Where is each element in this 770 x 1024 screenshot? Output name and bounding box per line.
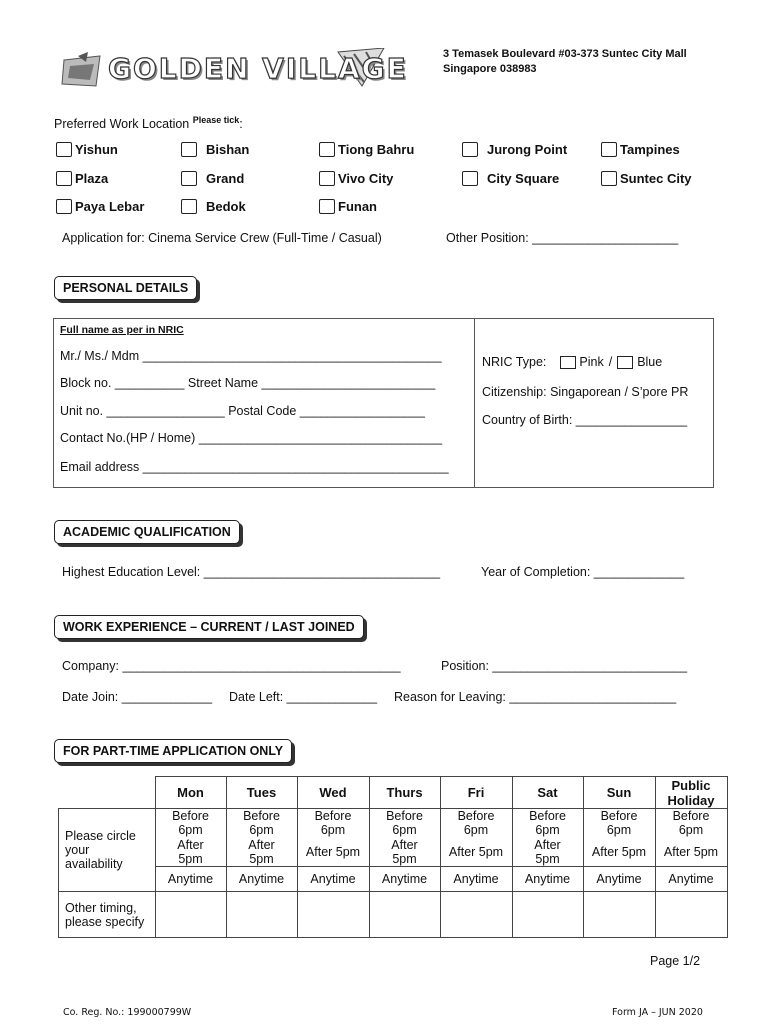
location-option-tampines[interactable] (601, 142, 680, 157)
nric-pink-checkbox[interactable] (560, 356, 576, 369)
after-5pm-option[interactable]: After 5pm (226, 838, 297, 867)
location-checkbox[interactable] (181, 199, 197, 214)
other-timing-cell[interactable] (297, 892, 369, 938)
location-checkbox[interactable] (462, 171, 478, 186)
location-option-city-square[interactable] (462, 171, 559, 186)
address-line-1: 3 Temasek Boulevard #03-373 Suntec City Mall (443, 48, 687, 60)
nric-type-label: NRIC Type: (482, 355, 547, 369)
fullname-label: Full name as per in NRIC (60, 324, 184, 336)
location-checkbox[interactable] (319, 142, 335, 157)
citizenship-field[interactable]: Citizenship: Singaporean / S’pore PR (482, 385, 689, 399)
application-for: Application for: Cinema Service Crew (Full-Time / Casual) (62, 231, 382, 245)
after-5pm-option[interactable]: After 5pm (655, 838, 727, 867)
nric-separator: / (608, 355, 613, 369)
anytime-option[interactable]: Anytime (440, 867, 512, 892)
location-option-label: Bedok (206, 199, 246, 214)
form-version: Form JA – JUN 2020 (612, 1007, 703, 1018)
location-option-label: Tiong Bahru (338, 142, 415, 157)
nric-blue-label: Blue (637, 355, 663, 369)
location-option-label: Yishun (75, 142, 118, 157)
email-field[interactable]: Email address ____________________________________________ (60, 460, 449, 474)
before-6pm-option[interactable]: Before 6pm (155, 809, 226, 838)
circle-availability-label: Please circle your availability (59, 809, 156, 892)
before-6pm-option[interactable]: Before 6pm (369, 809, 440, 838)
day-header: Sun (583, 777, 655, 809)
other-timing-cell[interactable] (512, 892, 583, 938)
anytime-option[interactable]: Anytime (512, 867, 583, 892)
before-6pm-option[interactable]: Before 6pm (226, 809, 297, 838)
after-5pm-option[interactable]: After 5pm (369, 838, 440, 867)
day-header: Public Holiday (655, 777, 727, 809)
location-option-label: Plaza (75, 171, 109, 186)
before-6pm-option[interactable]: Before 6pm (655, 809, 727, 838)
page-number: Page 1/2 (650, 954, 701, 968)
location-option-yishun[interactable] (56, 142, 118, 157)
after-5pm-option[interactable]: After 5pm (440, 838, 512, 867)
location-option-label: Grand (206, 171, 245, 186)
after-5pm-option[interactable]: After 5pm (583, 838, 655, 867)
nric-blue-checkbox[interactable] (617, 356, 633, 369)
anytime-option[interactable]: Anytime (369, 867, 440, 892)
location-option-paya-lebar[interactable] (56, 199, 144, 214)
location-option-label: Tampines (620, 142, 680, 157)
unit-postal-field[interactable]: Unit no. _________________ Postal Code __________________ (60, 404, 425, 418)
other-timing-cell[interactable] (655, 892, 727, 938)
other-timing-cell[interactable] (369, 892, 440, 938)
location-checkbox[interactable] (181, 171, 197, 186)
contact-field[interactable]: Contact No.(HP / Home) ___________________________________ (60, 431, 443, 445)
location-option-label: Jurong Point (487, 142, 568, 157)
other-timing-label: Other timing, please specify (59, 892, 156, 938)
location-option-label: Paya Lebar (75, 199, 145, 214)
location-checkbox[interactable] (181, 142, 197, 157)
day-header: Sat (512, 777, 583, 809)
anytime-option[interactable]: Anytime (655, 867, 727, 892)
after-5pm-option[interactable]: After 5pm (512, 838, 583, 867)
reason-leaving-field[interactable]: Reason for Leaving: ________________________ (394, 690, 677, 704)
nric-type-row (482, 355, 662, 369)
education-level-field[interactable]: Highest Education Level: __________________________________ (62, 565, 441, 579)
location-checkbox[interactable] (56, 171, 72, 186)
location-option-label: City Square (487, 171, 560, 186)
day-header: Thurs (369, 777, 440, 809)
location-heading (54, 115, 243, 131)
before-6pm-option[interactable]: Before 6pm (583, 809, 655, 838)
location-colon: : (239, 117, 243, 132)
country-of-birth-field[interactable]: Country of Birth: ________________ (482, 413, 688, 427)
location-option-label: Bishan (206, 142, 250, 157)
location-checkbox[interactable] (601, 171, 617, 186)
location-option-bishan[interactable] (181, 142, 249, 157)
before-6pm-option[interactable]: Before 6pm (297, 809, 369, 838)
nric-pink-label: Pink (579, 355, 604, 369)
before-6pm-option[interactable]: Before 6pm (440, 809, 512, 838)
tick-note: Please tick (192, 115, 240, 125)
location-option-funan[interactable] (319, 199, 377, 214)
logo-emblem-icon (60, 52, 104, 88)
location-checkbox[interactable] (319, 199, 335, 214)
location-checkbox[interactable] (56, 199, 72, 214)
location-option-vivo-city[interactable] (319, 171, 393, 186)
personal-details-box (53, 318, 714, 488)
part-time-title: FOR PART-TIME APPLICATION ONLY (54, 739, 292, 763)
company-address (443, 47, 687, 77)
personal-details-divider (474, 319, 475, 487)
location-checkbox[interactable] (56, 142, 72, 157)
academic-title: ACADEMIC QUALIFICATION (54, 520, 240, 544)
anytime-option[interactable]: Anytime (297, 867, 369, 892)
day-header: Fri (440, 777, 512, 809)
before-6pm-option[interactable]: Before 6pm (512, 809, 583, 838)
other-timing-cell[interactable] (226, 892, 297, 938)
day-header: Mon (155, 777, 226, 809)
personal-details-title: PERSONAL DETAILS (54, 276, 197, 300)
other-timing-cell[interactable] (583, 892, 655, 938)
anytime-option[interactable]: Anytime (226, 867, 297, 892)
anytime-option[interactable]: Anytime (155, 867, 226, 892)
location-option-label: Funan (338, 199, 377, 214)
logo-text: GOLDEN VILLAGE (108, 52, 408, 85)
location-option-grand[interactable] (181, 171, 244, 186)
location-option-tiong-bahru[interactable] (319, 142, 414, 157)
location-checkbox[interactable] (319, 171, 335, 186)
date-join-field[interactable]: Date Join: _____________ (62, 690, 213, 704)
location-option-jurong-point[interactable] (462, 142, 567, 157)
day-header: Wed (297, 777, 369, 809)
anytime-option[interactable]: Anytime (583, 867, 655, 892)
company-reg-number: Co. Reg. No.: 199000799W (63, 1007, 192, 1018)
location-option-plaza[interactable] (56, 171, 108, 186)
position-field[interactable]: Position: ____________________________ (441, 659, 688, 673)
after-5pm-option[interactable]: After 5pm (155, 838, 226, 867)
other-timing-cell[interactable] (155, 892, 226, 938)
other-position-field[interactable]: Other Position: _____________________ (446, 231, 679, 245)
year-completion-field[interactable]: Year of Completion: _____________ (481, 565, 685, 579)
after-5pm-option[interactable]: After 5pm (297, 838, 369, 867)
availability-table (58, 776, 728, 938)
name-field[interactable]: Mr./ Ms./ Mdm ___________________________________________ (60, 349, 442, 363)
location-label: Preferred Work Location (54, 117, 190, 132)
location-option-label: Suntec City (620, 171, 692, 186)
other-timing-cell[interactable] (440, 892, 512, 938)
day-header: Tues (226, 777, 297, 809)
address-field[interactable]: Block no. __________ Street Name _________________________ (60, 376, 436, 390)
work-experience-title: WORK EXPERIENCE – CURRENT / LAST JOINED (54, 615, 364, 639)
location-option-bedok[interactable] (181, 199, 246, 214)
corner-cell (59, 777, 156, 809)
company-field[interactable]: Company: ________________________________________ (62, 659, 401, 673)
location-option-label: Vivo City (338, 171, 394, 186)
date-left-field[interactable]: Date Left: _____________ (229, 690, 378, 704)
location-option-suntec-city[interactable] (601, 171, 692, 186)
location-checkbox[interactable] (601, 142, 617, 157)
address-line-2: Singapore 038983 (443, 63, 537, 75)
location-checkbox[interactable] (462, 142, 478, 157)
